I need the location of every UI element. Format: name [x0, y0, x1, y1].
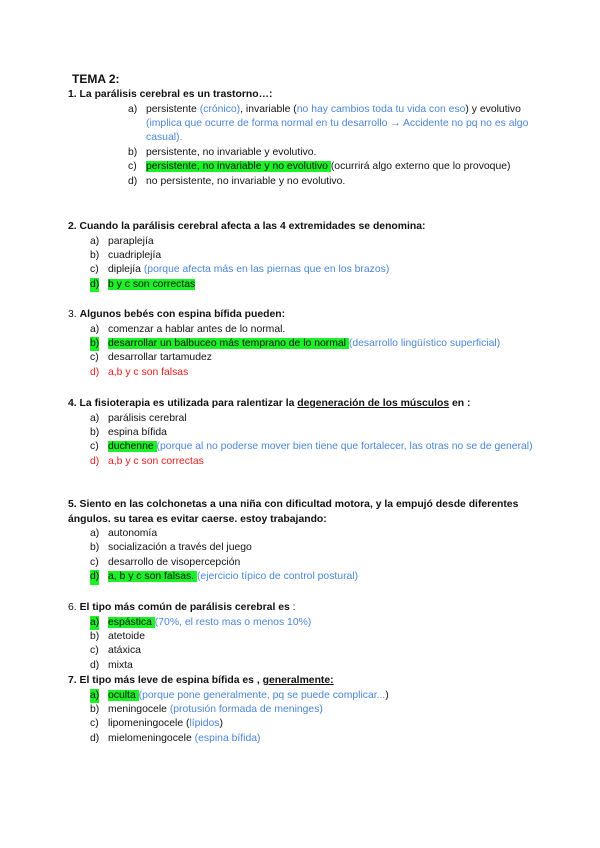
option-letter: c) — [128, 161, 137, 173]
option-segment: lípidos — [189, 718, 220, 730]
option-letter: b) — [90, 337, 99, 351]
option-letter: c) — [90, 645, 99, 657]
option-text — [108, 440, 548, 454]
option-text — [108, 570, 548, 584]
option-text — [108, 412, 548, 426]
question-4 — [68, 397, 548, 469]
option-segment: espástica — [108, 616, 155, 628]
question-2 — [68, 220, 548, 292]
option-letter: d) — [90, 366, 100, 378]
heading-segment: 3. — [68, 309, 80, 320]
option-segment: oculta — [108, 689, 139, 701]
option-segment: no hay cambios toda tu vida con eso — [296, 103, 466, 115]
option-segment: persistente, no invariable y evolutivo. — [146, 146, 317, 158]
option-letter: b) — [90, 249, 100, 261]
option-c — [68, 440, 548, 454]
heading-segment: 1. La parálisis cerebral es un trastorno…: — [68, 89, 273, 100]
option-text — [108, 644, 548, 658]
option-segment: cuadriplejía — [108, 249, 162, 261]
option-segment: ) — [385, 689, 389, 701]
option-list — [68, 689, 548, 747]
option-b — [68, 146, 548, 160]
question-heading — [68, 88, 548, 103]
option-letter: b) — [90, 703, 100, 715]
option-segment: (ejercicio típico de control postural) — [196, 571, 359, 583]
question-heading — [68, 601, 548, 616]
option-segment: persistente — [146, 103, 200, 115]
option-letter: d) — [90, 455, 100, 467]
option-text — [108, 616, 548, 630]
heading-segment: 6. — [68, 602, 80, 613]
option-segment: atetoide — [108, 630, 145, 642]
option-segment: atáxica — [108, 645, 141, 657]
option-segment: persistente, no invariable y no evolutivo — [146, 161, 331, 173]
option-text — [108, 630, 548, 644]
option-segment: , invariable ( — [240, 103, 297, 115]
option-segment: (crónico) — [199, 103, 241, 115]
option-list — [68, 412, 548, 470]
option-text — [108, 455, 548, 469]
option-letter: b) — [90, 542, 100, 554]
question-6 — [68, 601, 548, 673]
option-letter: a) — [128, 103, 138, 115]
option-segment: a,b y c son correctas — [108, 455, 204, 467]
option-text — [108, 703, 548, 717]
option-letter: d) — [90, 278, 99, 292]
option-a — [68, 689, 548, 703]
option-segment: mielomeningocele — [108, 732, 195, 744]
heading-segment: Algunos bebés con espina bífida pueden: — [79, 309, 286, 320]
option-d — [68, 455, 548, 469]
option-segment: desarrollo de visopercepción — [108, 556, 241, 568]
option-text — [108, 689, 548, 703]
option-b — [68, 630, 548, 644]
option-text — [146, 160, 548, 174]
option-letter: d) — [90, 570, 99, 584]
option-segment: espina bífida — [108, 426, 167, 438]
option-text — [108, 337, 548, 351]
option-a — [68, 323, 548, 337]
option-segment: (implica que ocurre de forma normal en tu desarrollo → Accidente no pq no es algo casual). — [146, 117, 529, 144]
option-letter: b) — [90, 630, 100, 642]
option-letter: c) — [90, 718, 99, 730]
option-b — [68, 703, 548, 717]
option-segment: (espina bífida) — [194, 732, 261, 744]
option-letter: d) — [128, 175, 138, 187]
question-7 — [68, 674, 548, 746]
heading-segment: 7. El tipo más leve de espina bífida es , — [68, 675, 263, 686]
option-text — [108, 263, 548, 277]
option-d — [68, 366, 548, 380]
option-letter: c) — [90, 556, 99, 568]
option-d — [68, 659, 548, 673]
option-text — [146, 146, 548, 160]
option-segment: comenzar a hablar antes de lo normal. — [108, 323, 286, 335]
option-text — [146, 103, 548, 146]
question-heading — [68, 220, 548, 235]
option-text — [108, 278, 548, 292]
option-text — [108, 556, 548, 570]
option-letter: c) — [90, 441, 99, 453]
option-segment: ) y evolutivo — [465, 103, 521, 115]
option-b — [68, 426, 548, 440]
option-b — [68, 541, 548, 555]
option-segment: ) — [219, 718, 223, 730]
option-text — [108, 527, 548, 541]
option-letter: b) — [128, 146, 138, 158]
option-segment: paraplejía — [108, 235, 154, 247]
question-3 — [68, 308, 548, 380]
question-heading — [68, 498, 548, 527]
option-letter: d) — [90, 732, 100, 744]
page-title: TEMA 2: — [72, 72, 120, 86]
question-heading — [68, 397, 548, 412]
option-segment: desarrollar tartamudez — [108, 352, 212, 364]
option-d — [68, 175, 548, 189]
option-a — [68, 103, 548, 146]
option-a — [68, 527, 548, 541]
option-text — [146, 175, 548, 189]
option-c — [68, 160, 548, 174]
option-c — [68, 717, 548, 731]
option-letter: a) — [90, 235, 100, 247]
option-text — [108, 235, 548, 249]
option-segment: (porque afecta más en las piernas que en los brazos) — [143, 264, 390, 276]
option-segment: diplejía — [108, 264, 144, 276]
option-text — [108, 659, 548, 673]
heading-segment: El tipo más común de parálisis cerebral es — [79, 602, 290, 613]
option-text — [108, 732, 548, 746]
option-segment: (porque pone generalmente, pq se puede complicar... — [138, 689, 386, 701]
option-a — [68, 412, 548, 426]
option-letter: b) — [90, 426, 100, 438]
heading-segment: 5. Siento en las colchonetas a una niña con dificultad motora, y la empujó desde diferentes ángulos. su tarea es evitar caerse. estoy trabajando: — [68, 499, 519, 525]
option-text — [108, 351, 548, 365]
option-list — [68, 103, 548, 189]
option-segment: no persistente, no invariable y no evolutivo. — [146, 175, 346, 187]
option-letter: a) — [90, 412, 100, 424]
heading-segment: : — [289, 602, 296, 613]
option-list — [68, 323, 548, 381]
option-d — [68, 570, 548, 584]
option-segment: (70%, el resto mas o menos 10%) — [154, 616, 312, 628]
option-d — [68, 278, 548, 292]
option-segment: a,b y c son falsas — [108, 366, 189, 378]
option-segment: meningocele — [108, 703, 170, 715]
option-text — [108, 366, 548, 380]
option-segment: desarrollar un balbuceo más temprano de lo normal — [108, 337, 349, 349]
option-c — [68, 556, 548, 570]
heading-segment: 4. La fisioterapia es utilizada para ralentizar la — [68, 398, 298, 409]
option-list — [68, 235, 548, 293]
question-heading — [68, 308, 548, 323]
option-list — [68, 527, 548, 585]
option-segment: autonomía — [108, 528, 158, 539]
option-segment: (ocurrirá algo externo que lo provoque) — [330, 161, 511, 173]
option-text — [108, 249, 548, 263]
option-text — [108, 426, 548, 440]
option-c — [68, 351, 548, 365]
heading-segment: 2. Cuando la parálisis cerebral afecta a las 4 extremidades se denomina: — [68, 221, 426, 232]
option-segment: lipomeningocele ( — [108, 718, 190, 730]
option-a — [68, 616, 548, 630]
option-segment: b y c son correctas — [108, 278, 196, 290]
option-text — [108, 541, 548, 555]
question-5 — [68, 498, 548, 585]
option-letter: a) — [90, 528, 100, 539]
option-letter: d) — [90, 659, 100, 671]
heading-segment: degeneración de los músculos — [297, 398, 450, 409]
option-letter: a) — [90, 323, 100, 335]
option-segment: socialización a través del juego — [108, 542, 252, 554]
option-segment: a, b y c son falsas. — [108, 571, 197, 583]
option-segment: (desarrollo lingüístico superficial) — [348, 337, 501, 349]
heading-segment: generalmente: — [262, 675, 334, 686]
option-letter: a) — [90, 616, 99, 630]
option-letter: c) — [90, 352, 99, 364]
option-a — [68, 235, 548, 249]
option-d — [68, 732, 548, 746]
option-text — [108, 717, 548, 731]
option-segment: duchenne — [108, 441, 157, 453]
heading-segment: en : — [449, 398, 471, 409]
option-letter: a) — [90, 689, 99, 703]
option-segment: (porque al no poderse mover bien tiene que fortalecer, las otras no se de general) — [156, 441, 533, 453]
option-b — [68, 249, 548, 263]
option-segment: mixta — [108, 659, 133, 671]
option-b — [68, 337, 548, 351]
option-c — [68, 644, 548, 658]
option-list — [68, 616, 548, 674]
option-c — [68, 263, 548, 277]
option-segment: parálisis cerebral — [108, 412, 187, 424]
question-heading — [68, 674, 548, 689]
option-letter: c) — [90, 264, 99, 276]
question-1 — [68, 88, 548, 189]
option-segment: (protusión formada de meninges) — [169, 703, 323, 715]
option-text — [108, 323, 548, 337]
